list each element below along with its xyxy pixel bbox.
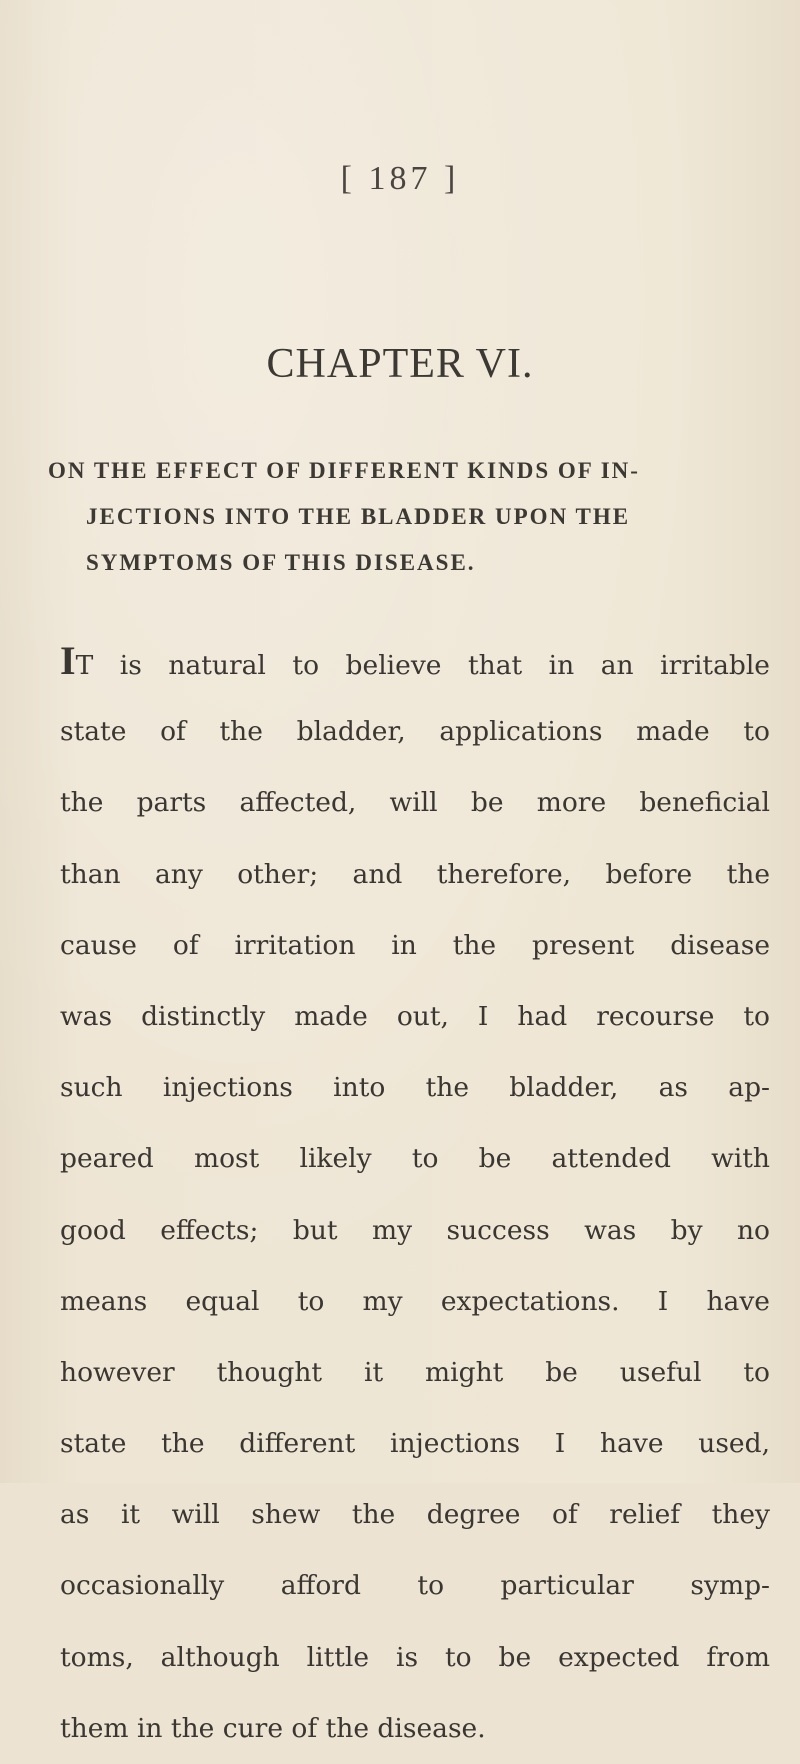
heading-line: SYMPTOMS OF THIS DISEASE. xyxy=(86,550,476,575)
text-line: cause of irritation in the present disease xyxy=(60,929,770,961)
text-line: toms, although little is to be expected from xyxy=(60,1641,770,1673)
text-line: state of the bladder, applications made to xyxy=(60,716,770,748)
text-line: them in the cure of the disease. xyxy=(60,1712,486,1744)
text-line: was distinctly made out, I had recourse to xyxy=(60,1000,770,1032)
first-line-text: T is natural to believe that in an irritable xyxy=(75,650,770,681)
text-line: the parts affected, will be more beneficial xyxy=(60,787,770,819)
text-line: than any other; and therefore, before the xyxy=(60,858,770,890)
text-line: good effects; but my success was by no xyxy=(60,1214,770,1246)
drop-cap: I xyxy=(60,638,76,683)
text-line xyxy=(60,625,770,696)
text-line: however thought it might be useful to xyxy=(60,1356,770,1388)
text-line: peared most likely to be attended with xyxy=(60,1143,770,1175)
text-line: as it will shew the degree of relief they xyxy=(60,1499,770,1531)
text-line: occasionally afford to particular symp- xyxy=(60,1570,770,1602)
text-line: such injections into the bladder, as ap- xyxy=(60,1072,770,1104)
text-line: means equal to my expectations. I have xyxy=(60,1285,770,1317)
heading-line: ON THE EFFECT OF DIFFERENT KINDS OF IN- xyxy=(48,458,640,483)
body-paragraph xyxy=(60,625,770,1764)
heading-line: JECTIONS INTO THE BLADDER UPON THE xyxy=(86,504,631,529)
text-line: state the different injections I have used, xyxy=(60,1428,770,1460)
chapter-heading xyxy=(48,448,768,586)
chapter-title: CHAPTER VI. xyxy=(266,341,534,387)
page-number: [ 187 ] xyxy=(340,160,460,197)
